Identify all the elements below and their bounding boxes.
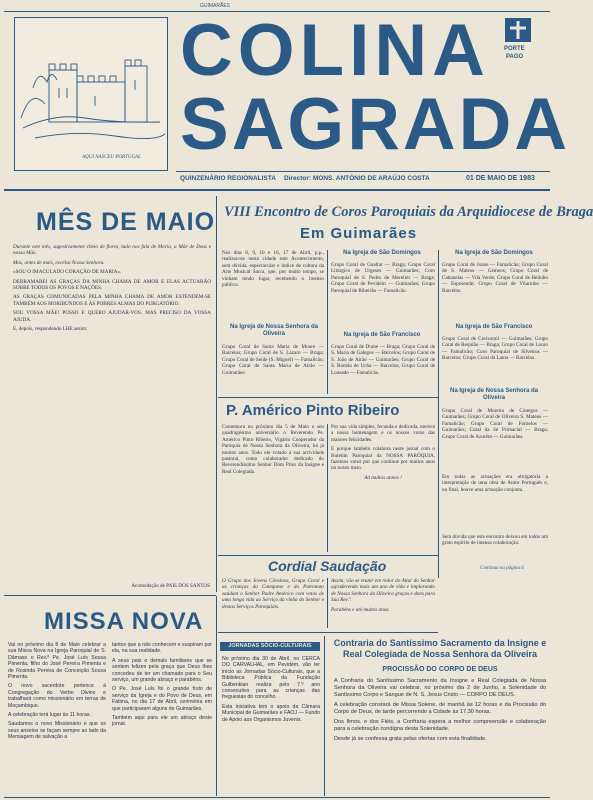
subhead-sao-francisco-2: Na Igreja de São Francisco [455,324,533,330]
paragraph: Vai no próximo dia 8 de Maio celebrar a sua Missa Nova na Igreja Paroquial de S. Dâmaso o Rev.º Pe. José Luís Sousa Pimenta, filho do José Pereira Pimenta e de Rosinda Pereira de Conceição Sousa Pimenta. [8,642,106,681]
cross-emblem-icon [505,18,531,42]
paragraph: «SOU O IMACULADO CORAÇÃO DE MARIA». [13,269,122,276]
paragraph: tantos que a não conhecem e suspiram por ela, na sua realidade. [112,642,212,655]
issue-date: 01 DE MAIO DE 1983 [466,175,535,182]
paragraph: A celebração constará de Missa Solene, de manhã às 12 horas e da Procissão do Corpo de Deus, de tarde percorrendo a Cidade às 17,30 horas. [334,702,546,715]
paragraph: Assim, vão se reunir em redor do Altar do Senhor agradecendo mais um ano de vida e implorando de Nossa Senhora da Oliveira graças e dons para Sua Rev.ª. [331,578,435,604]
paragraph: Durante este mês, sugestivamente cheio de flores, tudo nos fala de Maria, a Mãe de Deus e nossa Mãe. [13,244,211,257]
column-divider [327,424,328,552]
paragraph: DERRAMAREI AS GRAÇAS DA MINHA CHAMA DE AMOR E ELAS ACTUARÃO SOBRE TODOS OS POVOS E NAÇÕES. [13,278,211,292]
column-divider [438,250,439,578]
paragraph: Esta iniciativa tem o apoio da Câmara Municipal de Guimarães e FAOJ — Fundo de Apoio aos Organismos Juvenis. [222,703,320,723]
paragraph: Também aqui para ele um abraço deste jornal. [112,715,212,728]
sketch-box [14,17,168,171]
paragraph: Dos Ilmos. e dos Fiéis, a Confraria espera a melhor compreensão e colaboração para a celebração condigna desta Solenidade. [334,719,546,732]
paragraph: Por sua vida simples, fecunda e dedicada, merece a nossa homenagem e os nossos votos das maiores felicidades. [331,424,435,443]
mes-de-maio-title: MÊS DE MAIO [36,208,216,236]
encontro-col2: Grupo Coral de Gualtar — Braga; Grupo Coral Litúrgico de Urgeses — Guimarães; Coro Paroquial de S. Pedro de Merelim — Braga; Grupo Coral de Pevidém — Guimarães; Grupo Paroquial de Ribeirão — Famalicão. [331,262,435,294]
procissao-title: Contraria do Santíssimo Sacramento da Insigne e Real Colegiada de Nossa Senhora da Oliveira [333,638,547,659]
header-bottom-rule [4,189,550,191]
missa-nova-col2 [112,642,212,794]
paragraph: A seus pais e demais familiares que se sentem felizes pela graça que Deus lhes concedeu de ter um chamado para o Seu serviço, um grande abraço e parabéns. [112,657,212,684]
paragraph: Ad multos annos ! [364,474,402,481]
top-label: GUIMARÃES [200,3,231,9]
bottom-rule [4,797,550,798]
section-rule [218,555,438,556]
encontro-col1b: Grupo Coral de Santa Maria de Moure — Barcelos; Grupo Coral de S. Lázaro — Braga; Grupo Coral de Seide (S. Miguel) — Famalicão; Grupo Coral de Santa Maria de Airão — Guimarães. [222,344,324,376]
missa-nova-col1 [8,642,106,794]
jornadas-title: JORNADAS SÓCIO-CULTURAIS [220,642,320,651]
subhead-sao-francisco: Na Igreja de São Francisco [343,332,421,338]
subhead-sao-domingos: Na Igreja de São Domingos [343,250,421,256]
paragraph: O novo sacerdote pertence à Congregação do Verbo Divino e trabalhará como missionário em terras de Moçambique. [8,683,106,709]
paragraph: A Confraria do Santíssimo Sacramento da Insigne e Real Colegiada de Nossa Senhora da Oliveira vai celebrar, no próximo dia 2 de Junho, a Solenidade do Santíssimo Corpo e Sangue de N. S. Jesus Cristo — CORPO DE DEUS. [334,678,546,698]
procissao-body [334,678,546,796]
cordial-col1: O Grupo dos Jovens Cônsinos, Grupo Coral e as crianças da Catequese e do Patronato saúdam o Senhor Padre Américo com votos de uma longa vida ao Serviço da vinha do Senhor e destas Serviços Paroquiais. [222,578,324,610]
porte-label: PORTE [504,46,525,52]
paragraph: Mas, antes de mais, excelsa Nossa Senhora. [13,259,105,266]
masthead-title-colina: COLINA [180,10,490,91]
continua-note: Continua na página 6 [480,566,524,571]
procissao-subtitle: PROCISSÃO DO CORPO DE DEUS [382,666,498,673]
paragraph: AS GRAÇAS COMUNICADAS PELA MINHA CHAMA DE AMOR ESTENDEM-SE TAMBÉM AOS MORIBUNDOS E ÀS POBRES ALMAS DO PURGATÓRIO. [13,294,211,307]
paragraph: Desde já se confessa grata pelas ofertas com esta finalidade. [334,736,487,742]
paragraph: No próximo dia 30 de Abril, no CERCA DO CARVALHAL, em Pevidém, vão ter início as Jornadas Sócio-Culturais, que a Biblioteca Pública da Fundação Gulbenkian realiza pelo 7.º ano consecutivo para as crianças das freguesias do concelho. [222,656,320,701]
subhead-nossa-senhora: Na Igreja de Nossa Senhora da Oliveira [229,324,319,337]
section-rule [218,397,438,398]
encontro-col3e: Sem dúvida que este encontro deixou em todos um grato espírito de intensa colaboração. [442,534,548,547]
americo-title: P. Américo Pinto Ribeiro [226,402,400,419]
encontro-col2b: Grupo Coral de Dume — Braga; Grupo Coral de S. Maria de Galegos — Barcelos; Grupo Coral de S. João de Airão — Guimarães; Grupo Coral de S. Romão de Ucha — Barcelos; Grupo Coral de Lousado — Famalicão. [331,344,435,376]
column-divider [216,196,217,592]
paragraph: A celebração terá lugar às 11 horas. [8,712,91,719]
encontro-col3d: Em todas as actuações era obrigatória a interpretação de uma obra de Autor Português e, no final, houve uma actuação conjunta. [442,474,548,493]
subhead-sao-domingos-2: Na Igreja de São Domingos [455,250,533,256]
mes-de-maio-body [13,244,211,584]
pago-label: PAGO [506,54,524,60]
paragraph: E porque também colabora neste jornal com o Boletim Paroquial da NOSSA PARÓQUIA, fazemos votos por que continue por muitos anos no nosso meio. [331,446,435,472]
column-divider [327,578,328,628]
paragraph: Parabéns e até muitos anos. [331,606,390,613]
sketch-caption: AQUI NASCEU PORTUGAL [82,155,141,160]
section-rule [218,632,438,633]
director: Director: MONS. ANTÓNIO DE ARAÚJO COSTA [284,175,430,182]
encontro-col1: Nos dias 8, 9, 10 e 16, 17 de Abril, p.p., realizou-se nesta cidade este Acontecimento, sem dúvida, espectacular e indice de cultura da Arte Musical Sacra, que, por muito tempo, se vinham tendo lugar, recebendo o imenso público. [222,250,324,289]
americo-col1: Comemora no próximo dia 5 de Maio o seu quadragésimo aniversário o Reverendo Pe. Américo Pinto Ribeiro, Vigário Cooperador da Paróquia de Nossa Senhora da Oliveira, há já muitos anos. Todo ele votado à sua actividade pastoral, como colaborador dedicado do Reverendíssimo Senhor Dom Prior da Insigne e Real Colegiada. [222,424,324,475]
encontro-col3b: Grupo Coral de Creixomil — Guimarães; Grupo Coral de Requião — Braga; Grupo Coral de Louro — Famalicão; Coro Paroquial de Silveiros — Barcelos; Grupo Coral da Lama — Barcelos. [442,336,548,362]
encontro-title: VIII Encontro de Coros Paroquiais da Arquidiocese de Braga [224,204,593,220]
paragraph: O Pe. José Luís foi o grande fruto de serviço da Igreja e do Povo de Deus, em Fátima, no dia 17 de Abril, cerimónia em que participaram alguns de Guimarães. [112,686,212,712]
missa-nova-title: MISSA NOVA [44,608,204,635]
column-divider [216,596,217,796]
encontro-subtitle: Em Guimarães [300,225,418,242]
column-divider [327,250,328,394]
masthead-title-sagrada: SAGRADA [180,84,571,165]
paragraph: SOU VOSSA MÃE! POSSO E QUERO AJUDAR-VOS. MAS PRECISO DA VOSSA AJUDA. [13,310,211,323]
castle-sketch-icon [15,18,167,170]
periodicity: QUINZENÁRIO REGIONALISTA [180,175,276,182]
cordial-title: Cordial Saudação [268,558,387,574]
cordial-col2 [331,578,435,628]
subhead-nossa-senhora-2: Na Igreja de Nossa Senhora da Oliveira [449,388,539,401]
encontro-col3c: Grupo Coral de Moreira de Cónegos — Guimarães; Grupo Coral de Oliveira S. Mateus — Famalicão; Grupo Coral de Fornelos — Guimarães; Coral da Sé Primacial — Braga; Grupo Coral de Azurém — Guimarães. [442,408,548,440]
column-divider [324,636,325,796]
mes-de-maio-signature: Acomodação de PAIS DOS SANTOS [131,583,210,589]
paragraph: E, depois, respondendo LHE assim: [13,326,88,333]
paragraph: Saudamos o novo Missionário e que os seus anseios se façam sempre ao lado da Mensagem de salvação a [8,721,106,741]
masthead-rule [176,171,550,172]
encontro-col3: Grupo Coral de Joane — Famalicão; Grupo Coral de S. Mateus — Gémeos; Grupo Coral de Cabanelas — Vila Verde; Grupo Coral de Belinho — Esposende; Grupo Coral de Vilarinho — Barcelos. [442,262,548,294]
jornadas-body [222,656,320,796]
section-rule [4,595,216,596]
americo-col2 [331,424,435,554]
